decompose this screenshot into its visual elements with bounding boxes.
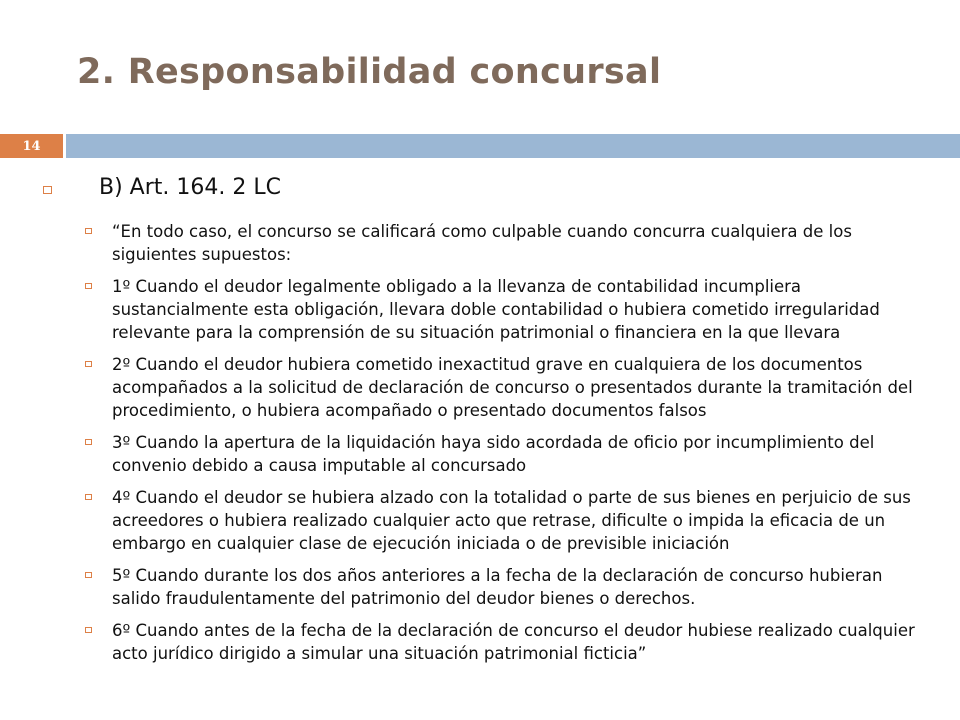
section-heading: B) Art. 164. 2 LC bbox=[99, 175, 281, 200]
list-item-text: 6º Cuando antes de la fecha de la declaración de concurso el deudor hubiese realizado cualquier acto jurídico dirigido a simular una situación patrimonial ficticia” bbox=[112, 621, 915, 663]
square-bullet-icon bbox=[85, 439, 92, 445]
square-bullet-icon bbox=[85, 361, 92, 367]
square-bullet-icon bbox=[85, 572, 92, 578]
header-divider-bar bbox=[63, 134, 960, 158]
slide-title: 2. Responsabilidad concursal bbox=[77, 52, 662, 92]
list-item-text: “En todo caso, el concurso se calificará como culpable cuando concurra cualquiera de los siguientes supuestos: bbox=[112, 222, 852, 264]
list-item bbox=[85, 564, 935, 610]
list-item bbox=[85, 275, 935, 344]
square-bullet-icon bbox=[85, 627, 92, 633]
list-item bbox=[85, 486, 935, 555]
list-item-text: 5º Cuando durante los dos años anteriores a la fecha de la declaración de concurso hubieran salido fraudulentamente del patrimonio del deudor bienes o derechos. bbox=[112, 566, 883, 608]
square-bullet-icon bbox=[85, 283, 92, 289]
article-list bbox=[85, 220, 935, 674]
list-item bbox=[85, 220, 935, 266]
list-item-text: 1º Cuando el deudor legalmente obligado a la llevanza de contabilidad incumpliera sustancialmente esta obligación, llevara doble contabilidad o hubiera cometido irregularidad relevante para la comprensión de su situación patrimonial o financiera en la que llevara bbox=[112, 277, 880, 342]
list-item-text: 2º Cuando el deudor hubiera cometido inexactitud grave en cualquiera de los documentos acompañados a la solicitud de declaración de concurso o presentados durante la tramitación del procedimiento, o hubiera acompañado o presentado documentos falsos bbox=[112, 355, 913, 420]
square-bullet-icon bbox=[85, 494, 92, 500]
list-item-text: 4º Cuando el deudor se hubiera alzado con la totalidad o parte de sus bienes en perjuicio de sus acreedores o hubiera realizado cualquier acto que retrase, dificulte o impida la eficacia de un embargo en cualquier clase de ejecución iniciada o de previsible iniciación bbox=[112, 488, 911, 553]
square-bullet-icon bbox=[85, 228, 92, 234]
list-item bbox=[85, 619, 935, 665]
square-bullet-icon bbox=[43, 186, 52, 194]
section-heading-row bbox=[43, 175, 281, 200]
slide-number-badge: 14 bbox=[0, 134, 63, 158]
list-item bbox=[85, 353, 935, 422]
list-item-text: 3º Cuando la apertura de la liquidación haya sido acordada de oficio por incumplimiento del convenio debido a causa imputable al concursado bbox=[112, 433, 875, 475]
list-item bbox=[85, 431, 935, 477]
